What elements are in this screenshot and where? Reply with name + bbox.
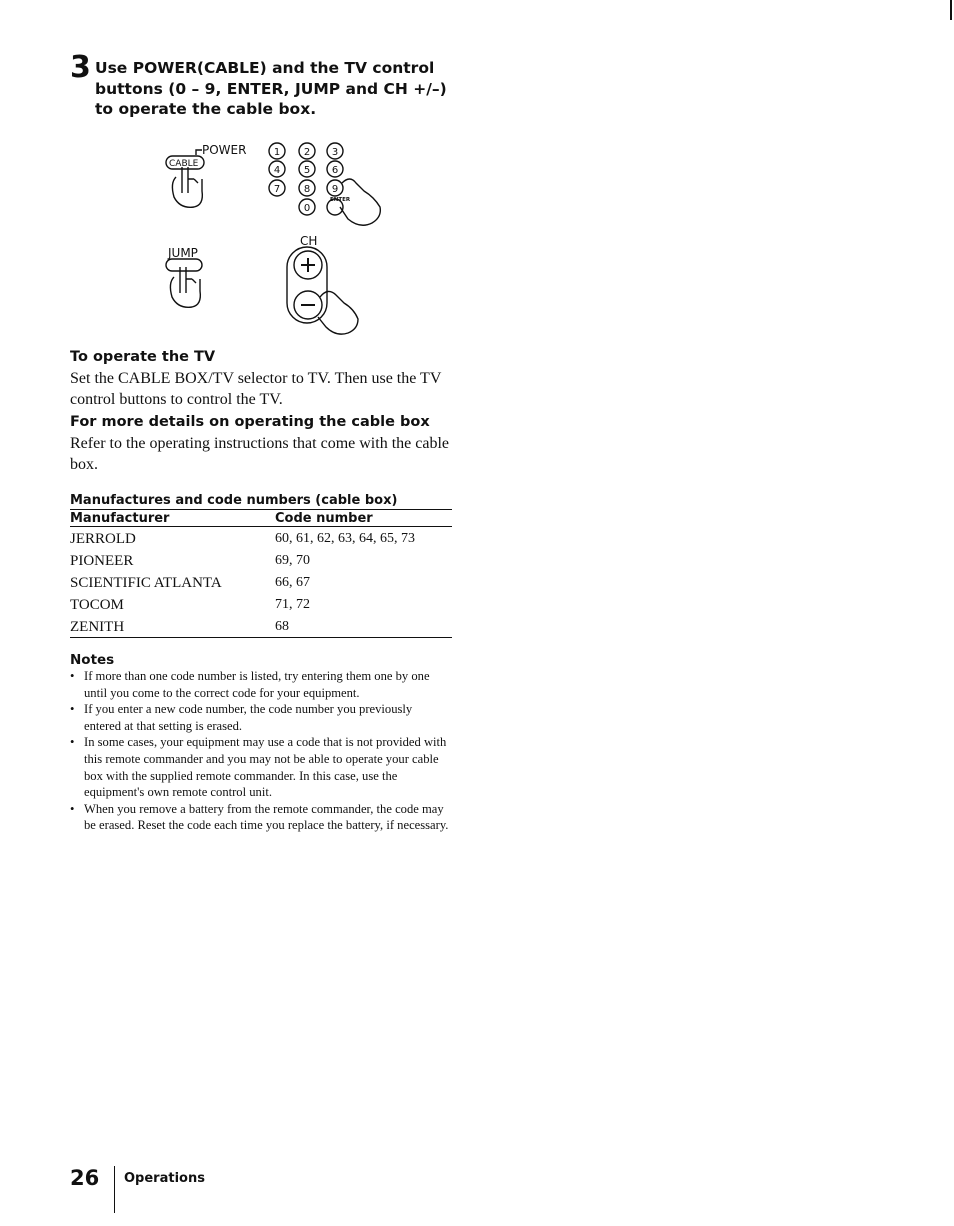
table-caption: Manufactures and code numbers (cable box) xyxy=(70,493,398,508)
footer-divider xyxy=(114,1166,115,1213)
cell-manufacturer: PIONEER xyxy=(70,553,134,569)
jump-label: JUMP xyxy=(168,246,198,260)
header-manufacturer: Manufacturer xyxy=(70,511,170,526)
note-item: • When you remove a battery from the remote commander, the code may be erased. Reset the code each time you replace the battery, if necessary. xyxy=(70,801,452,834)
notes-title: Notes xyxy=(70,652,115,668)
step-instruction: Use POWER(CABLE) and the TV control buttons (0 – 9, ENTER, JUMP and CH +/–) to operate the cable box. xyxy=(95,59,447,118)
digit-0: 0 xyxy=(303,203,311,214)
remote-illustration xyxy=(160,135,400,335)
cell-codes: 66, 67 xyxy=(275,575,310,590)
cell-codes: 69, 70 xyxy=(275,553,310,568)
page-number: 26 xyxy=(70,1166,100,1190)
remote-buttons-diagram xyxy=(160,135,400,335)
note-item: • If more than one code number is listed, try entering them one by one until you come to the correct code for your equipment. xyxy=(70,668,452,701)
cable-label: CABLE xyxy=(169,159,199,169)
table-top-rule xyxy=(70,509,452,510)
digit-8: 8 xyxy=(303,184,311,195)
note-item: • In some cases, your equipment may use a code that is not provided with this remote commander and you may not be able to operate your cable box with the supplied remote commander. In this case, use the equipment's own remote control unit. xyxy=(70,734,452,800)
footer-section-name: Operations xyxy=(124,1171,205,1186)
digit-1: 1 xyxy=(273,147,281,158)
digit-4: 4 xyxy=(273,165,281,176)
cell-manufacturer: JERROLD xyxy=(70,531,136,547)
step-number: 3 xyxy=(70,50,91,85)
cell-codes: 71, 72 xyxy=(275,597,310,612)
section-title-operate-tv: To operate the TV xyxy=(70,349,216,365)
ch-label: CH xyxy=(300,234,318,248)
digit-9: 9 xyxy=(331,184,339,195)
cell-manufacturer: SCIENTIFIC ATLANTA xyxy=(70,575,222,591)
section-title-more-details: For more details on operating the cable box xyxy=(70,414,430,430)
digit-5: 5 xyxy=(303,165,311,176)
cell-manufacturer: ZENITH xyxy=(70,619,125,635)
digit-3: 3 xyxy=(331,147,339,158)
page-edge-mark xyxy=(950,0,952,20)
enter-label: ENTER xyxy=(330,197,351,203)
digit-7: 7 xyxy=(273,184,281,195)
digit-2: 2 xyxy=(303,147,311,158)
table-bottom-rule xyxy=(70,637,452,638)
table-header-rule xyxy=(70,526,452,527)
cell-codes: 68 xyxy=(275,619,289,634)
section-body-operate-tv: Set the CABLE BOX/TV selector to TV. Then use the TV control buttons to control the TV. xyxy=(70,370,442,408)
note-item: • If you enter a new code number, the code number you previously entered at that setting is erased. xyxy=(70,701,452,734)
digit-6: 6 xyxy=(331,165,339,176)
header-code-number: Code number xyxy=(275,511,373,526)
cell-manufacturer: TOCOM xyxy=(70,597,124,613)
power-label: POWER xyxy=(202,143,247,157)
cell-codes: 60, 61, 62, 63, 64, 65, 73 xyxy=(275,531,415,546)
notes-list xyxy=(70,668,452,834)
section-body-more-details: Refer to the operating instructions that come with the cable box. xyxy=(70,435,449,473)
